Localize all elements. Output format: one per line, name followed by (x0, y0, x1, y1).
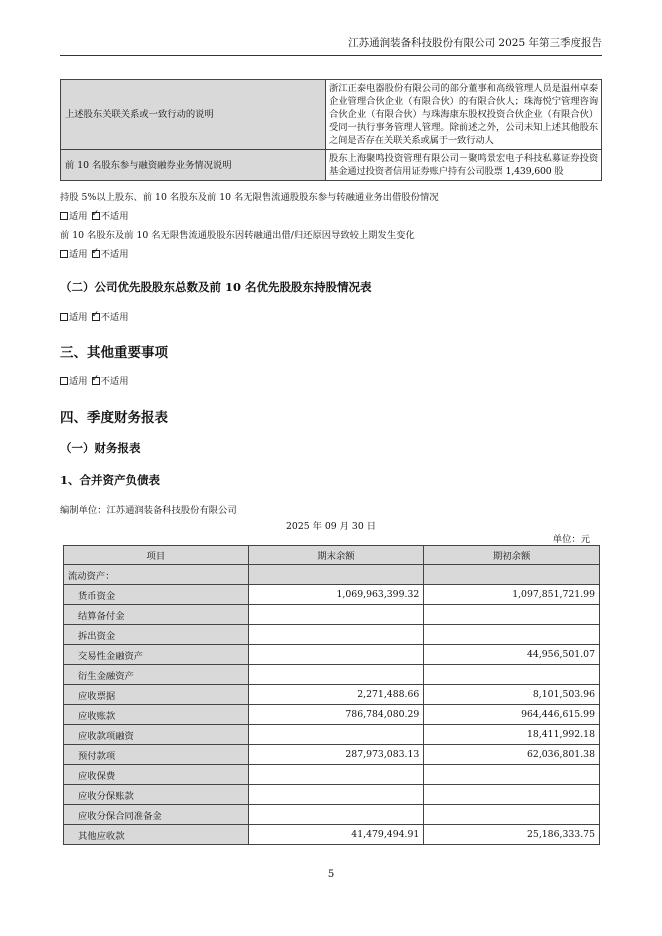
applicable-checkbox[interactable] (60, 250, 68, 258)
row-end-balance (248, 785, 424, 805)
table-header-row (64, 546, 600, 565)
table-row (64, 785, 600, 805)
preferred-checkbox-line (60, 311, 129, 324)
row-end-balance (248, 645, 424, 665)
preferred-shareholder-heading: （二）公司优先股股东总数及前 10 名优先股股东持股情况表 (60, 280, 372, 294)
applicable-label: 适用 (69, 211, 88, 222)
not-applicable-checkbox[interactable] (92, 250, 100, 258)
row-end-balance: 2,271,488.66 (248, 685, 424, 705)
row-begin-balance: 964,446,615.99 (424, 705, 600, 725)
report-date: 2025 年 09 月 30 日 (286, 521, 376, 532)
row-item-label: 应收分保账款 (64, 785, 249, 805)
category-row (64, 565, 600, 585)
column-header-item: 项目 (64, 546, 249, 565)
row-begin-balance (424, 805, 600, 825)
table-row (64, 705, 600, 725)
table-row (64, 805, 600, 825)
row-begin-balance: 18,411,992.18 (424, 725, 600, 745)
row-begin-balance (424, 625, 600, 645)
relation-label: 上述股东关联关系或一致行动的说明 (61, 80, 326, 150)
row-item-label: 应收分保合同准备金 (64, 805, 249, 825)
table-row (64, 625, 600, 645)
row-begin-balance: 8,101,503.96 (424, 685, 600, 705)
row-end-balance: 41,479,494.91 (248, 825, 424, 845)
column-header-end-balance: 期末余额 (248, 546, 424, 565)
balance-sheet-heading: 1、合并资产负债表 (60, 473, 161, 487)
row-item-label: 预付款项 (64, 745, 249, 765)
page-number: 5 (327, 869, 335, 880)
change-line: 前 10 名股东及前 10 名无限售流通股股东因转融通出借/归还原因导致较上期发生变化 (60, 230, 415, 241)
applicable-checkbox[interactable] (60, 212, 68, 220)
table-row (64, 825, 600, 845)
statements-subheading: （一）财务报表 (60, 441, 141, 455)
row-begin-balance: 62,036,801.38 (424, 745, 600, 765)
row-item-label: 交易性金融资产 (64, 645, 249, 665)
table-row (64, 665, 600, 685)
column-header-begin-balance: 期初余额 (424, 546, 600, 565)
row-item-label: 应收款项融资 (64, 725, 249, 745)
lending-line: 持股 5%以上股东、前 10 名股东及前 10 名无限售流通股股东参与转融通业务出借股份情况 (60, 192, 439, 203)
not-applicable-label: 不适用 (100, 376, 129, 387)
row-item-label: 衍生金融资产 (64, 665, 249, 685)
row-item-label: 应收账款 (64, 705, 249, 725)
row-end-balance: 786,784,080.29 (248, 705, 424, 725)
table-row (64, 585, 600, 605)
row-end-balance (248, 725, 424, 745)
row-begin-balance (424, 665, 600, 685)
balance-sheet-table (63, 545, 600, 845)
applicable-checkbox[interactable] (60, 377, 68, 385)
applicable-checkbox[interactable] (60, 313, 68, 321)
not-applicable-checkbox[interactable] (92, 377, 100, 385)
report-title: 江苏通润装备科技股份有限公司 2025 年第三季度报告 (348, 37, 602, 49)
table-row (64, 765, 600, 785)
row-end-balance: 1,069,963,399.32 (248, 585, 424, 605)
table-row (61, 80, 602, 150)
table-row (64, 645, 600, 665)
not-applicable-label: 不适用 (100, 249, 129, 260)
table-row (64, 725, 600, 745)
row-item-label: 应收票据 (64, 685, 249, 705)
applicable-label: 适用 (69, 249, 88, 260)
not-applicable-label: 不适用 (100, 312, 129, 323)
row-item-label: 其他应收款 (64, 825, 249, 845)
row-end-balance: 287,973,083.13 (248, 745, 424, 765)
applicable-label: 适用 (69, 312, 88, 323)
table-row (64, 605, 600, 625)
category-label: 流动资产： (64, 565, 249, 585)
margin-value: 股东上海聚鸣投资管理有限公司－聚鸣景宏电子科技私募证券投资基金通过投资者信用证券账户持有公司股票 1,439,600 股 (326, 150, 602, 181)
page-header (60, 36, 602, 56)
row-end-balance (248, 605, 424, 625)
row-end-balance (248, 765, 424, 785)
not-applicable-checkbox[interactable] (92, 212, 100, 220)
unit-label: 单位：元 (552, 534, 590, 545)
financial-statements-heading: 四、季度财务报表 (60, 410, 168, 426)
row-end-balance (248, 625, 424, 645)
row-item-label: 应收保费 (64, 765, 249, 785)
row-begin-balance: 44,956,501.07 (424, 645, 600, 665)
table-row (64, 745, 600, 765)
preparer-line: 编制单位：江苏通润装备科技股份有限公司 (60, 505, 237, 516)
row-item-label: 货币资金 (64, 585, 249, 605)
relation-value: 浙江正泰电器股份有限公司的部分董事和高级管理人员是温州卓泰企业管理合伙企业（有限合伙）的有限合伙人；珠海悦宁管理咨询合伙企业（有限合伙）与珠海康东股权投资合伙企业（有限合伙）受同一执行事务管理人管理。除前述之外，公司未知上述其他股东之间是否存在关联关系或属于一致行动人 (326, 80, 602, 150)
other-matters-heading: 三、其他重要事项 (60, 345, 168, 361)
row-begin-balance: 1,097,851,721.99 (424, 585, 600, 605)
lending-checkbox-line (60, 210, 129, 223)
row-begin-balance (424, 785, 600, 805)
other-checkbox-line (60, 375, 129, 388)
not-applicable-checkbox[interactable] (92, 313, 100, 321)
row-end-balance (248, 665, 424, 685)
row-begin-balance: 25,186,333.75 (424, 825, 600, 845)
row-item-label: 拆出资金 (64, 625, 249, 645)
table-row (64, 685, 600, 705)
row-begin-balance (424, 765, 600, 785)
change-checkbox-line (60, 248, 129, 261)
row-begin-balance (424, 605, 600, 625)
row-item-label: 结算备付金 (64, 605, 249, 625)
not-applicable-label: 不适用 (100, 211, 129, 222)
applicable-label: 适用 (69, 376, 88, 387)
table-row (61, 150, 602, 181)
shareholder-relation-table (60, 79, 602, 181)
margin-label: 前 10 名股东参与融资融券业务情况说明 (61, 150, 326, 181)
row-end-balance (248, 805, 424, 825)
